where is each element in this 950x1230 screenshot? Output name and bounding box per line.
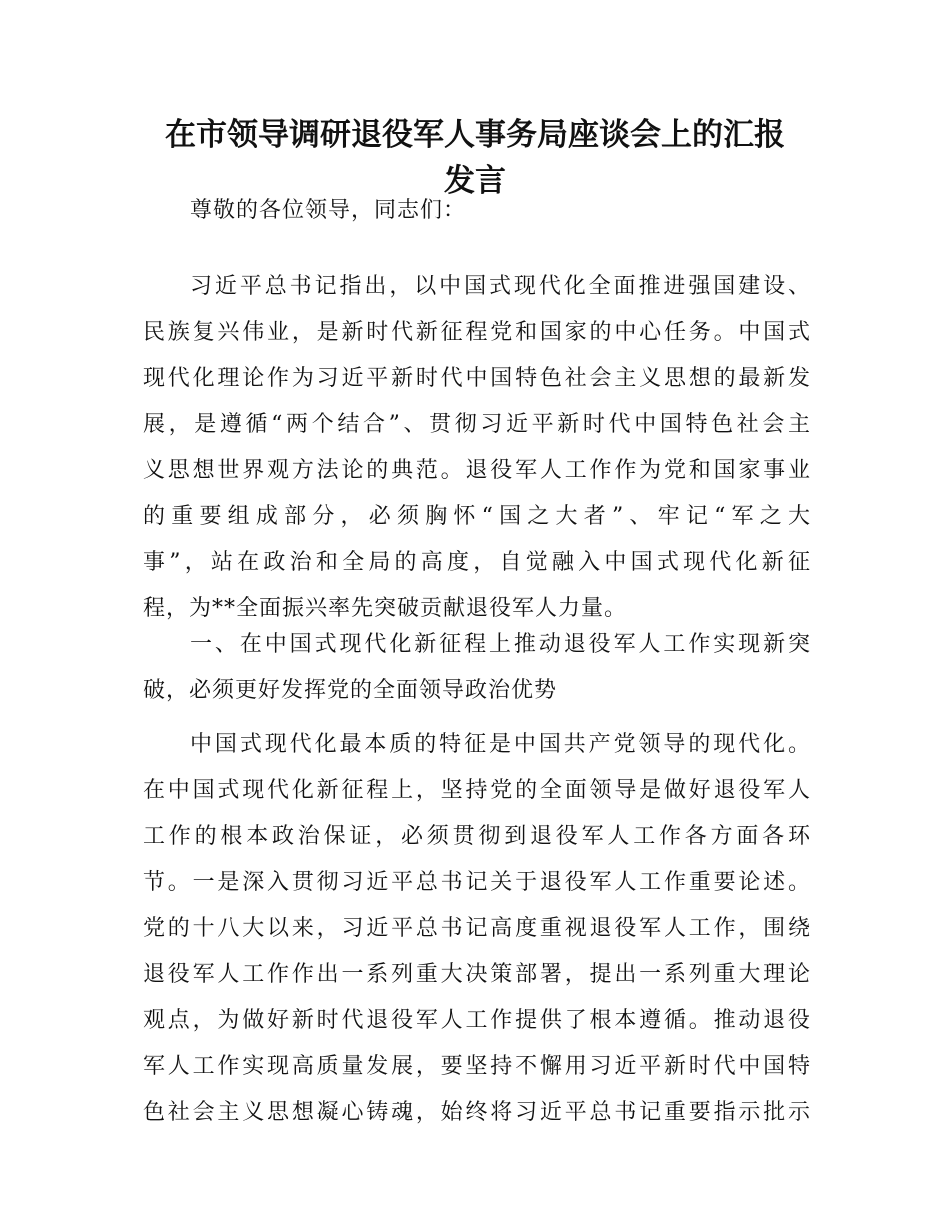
document-title-line-1: 在市领导调研退役军人事务局座谈会上的汇报 [165, 117, 785, 153]
section-heading-1-line: 破，必须更好发挥党的全面领导政治优势 [143, 678, 558, 703]
paragraph-2-line: 退役军人工作作出一系列重大决策部署，提出一系列重大理论 [143, 962, 811, 987]
paragraph-1-line: 事”，站在政治和全局的高度，自觉融入中国式现代化新征 [143, 550, 811, 575]
paragraph-1-line: 的重要组成部分，必须胸怀“国之大者”、牢记“军之大 [143, 504, 811, 529]
paragraph-2-line: 军人工作实现高质量发展，要坚持不懈用习近平新时代中国特 [143, 1054, 811, 1079]
paragraph-2-line: 色社会主义思想凝心铸魂，始终将习近平总书记重要指示批示 [143, 1100, 811, 1125]
paragraph-1-line: 展，是遵循“两个结合”、贯彻习近平新时代中国特色社会主 [143, 412, 811, 437]
paragraph-1-line: 现代化理论作为习近平新时代中国特色社会主义思想的最新发 [143, 366, 811, 391]
paragraph-2-line: 工作的根本政治保证，必须贯彻到退役军人工作各方面各环 [143, 824, 811, 849]
paragraph-2-line: 中国式现代化最本质的特征是中国共产党领导的现代化。 [190, 732, 811, 757]
paragraph-1-line: 程，为**全面振兴率先突破贡献退役军人力量。 [143, 596, 628, 621]
salutation: 尊敬的各位领导，同志们： [190, 198, 467, 223]
paragraph-1-line: 民族复兴伟业，是新时代新征程党和国家的中心任务。中国式 [143, 320, 811, 345]
paragraph-1-line: 习近平总书记指出，以中国式现代化全面推进强国建设、 [190, 274, 811, 299]
paragraph-2-line: 节。一是深入贯彻习近平总书记关于退役军人工作重要论述。 [143, 870, 811, 895]
paragraph-1-line: 义思想世界观方法论的典范。退役军人工作作为党和国家事业 [143, 458, 811, 483]
paragraph-2-line: 在中国式现代化新征程上，坚持党的全面领导是做好退役军人 [143, 778, 811, 803]
document-title-line-2: 发言 [444, 163, 506, 199]
paragraph-2-line: 党的十八大以来，习近平总书记高度重视退役军人工作，围绕 [143, 916, 811, 941]
section-heading-1-line: 一、在中国式现代化新征程上推动退役军人工作实现新突 [190, 632, 811, 657]
paragraph-2-line: 观点，为做好新时代退役军人工作提供了根本遵循。推动退役 [143, 1008, 811, 1033]
